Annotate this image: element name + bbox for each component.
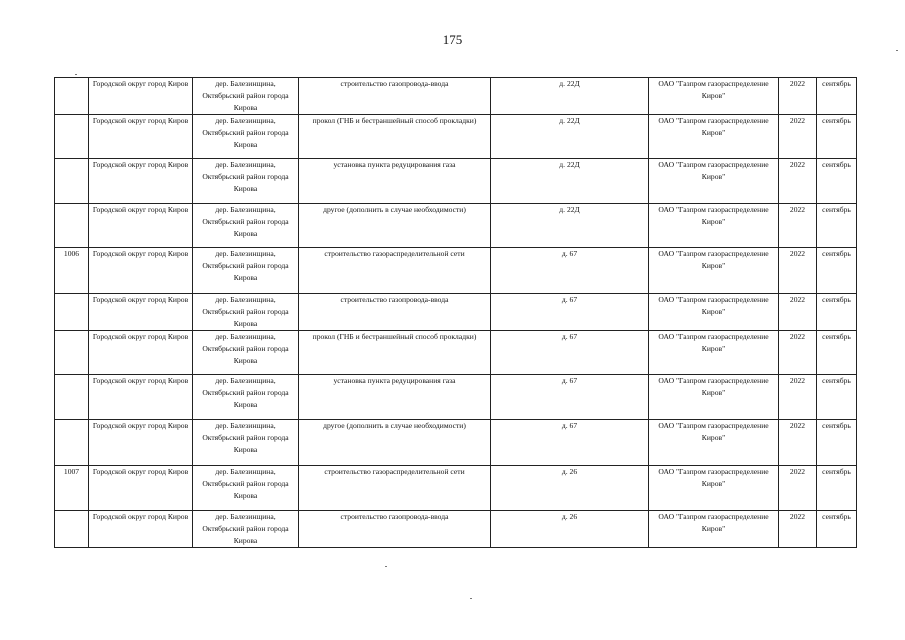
work-type-cell: строительство газораспределительной сети [299,466,491,511]
year-cell: 2022 [779,375,817,420]
house-number-cell: д. 22Д [491,78,649,115]
gasification-table [54,77,857,548]
month-cell: сентябрь [817,331,857,375]
table-row [55,375,857,420]
okrug-cell: Городской округ город Киров [89,420,193,466]
house-number-cell: д. 67 [491,420,649,466]
table-row [55,420,857,466]
okrug-cell: Городской округ город Киров [89,294,193,331]
row-number [55,375,89,420]
month-cell: сентябрь [817,466,857,511]
okrug-cell: Городской округ город Киров [89,375,193,420]
year-cell: 2022 [779,294,817,331]
locality-cell: дер. Балезинщина, Октябрьский район города Кирова [193,294,299,331]
work-type-cell: прокол (ГНБ и бестраншейный способ прокладки) [299,331,491,375]
month-cell: сентябрь [817,420,857,466]
okrug-cell: Городской округ город Киров [89,78,193,115]
table-row [55,78,857,115]
month-cell: сентябрь [817,294,857,331]
okrug-cell: Городской округ город Киров [89,466,193,511]
year-cell: 2022 [779,248,817,294]
row-number [55,159,89,204]
organization-cell: ОАО "Газпром газораспределение Киров" [649,294,779,331]
house-number-cell: д. 22Д [491,115,649,159]
row-number [55,294,89,331]
table-row [55,204,857,248]
organization-cell: ОАО "Газпром газораспределение Киров" [649,248,779,294]
table-row [55,466,857,511]
locality-cell: дер. Балезинщина, Октябрьский район города Кирова [193,420,299,466]
month-cell: сентябрь [817,159,857,204]
row-number: 1007 [55,466,89,511]
month-cell: сентябрь [817,511,857,548]
year-cell: 2022 [779,420,817,466]
organization-cell: ОАО "Газпром газораспределение Киров" [649,204,779,248]
year-cell: 2022 [779,204,817,248]
year-cell: 2022 [779,159,817,204]
work-type-cell: другое (дополнить в случае необходимости) [299,204,491,248]
work-type-cell: строительство газопровода-ввода [299,294,491,331]
organization-cell: ОАО "Газпром газораспределение Киров" [649,375,779,420]
organization-cell: ОАО "Газпром газораспределение Киров" [649,78,779,115]
locality-cell: дер. Балезинщина, Октябрьский район города Кирова [193,511,299,548]
okrug-cell: Городской округ город Киров [89,331,193,375]
work-type-cell: строительство газопровода-ввода [299,511,491,548]
table-row [55,294,857,331]
scan-speck [470,598,472,599]
house-number-cell: д. 26 [491,466,649,511]
organization-cell: ОАО "Газпром газораспределение Киров" [649,511,779,548]
locality-cell: дер. Балезинщина, Октябрьский район города Кирова [193,78,299,115]
year-cell: 2022 [779,331,817,375]
okrug-cell: Городской округ город Киров [89,248,193,294]
month-cell: сентябрь [817,375,857,420]
locality-cell: дер. Балезинщина, Октябрьский район города Кирова [193,331,299,375]
month-cell: сентябрь [817,248,857,294]
month-cell: сентябрь [817,204,857,248]
locality-cell: дер. Балезинщина, Октябрьский район города Кирова [193,466,299,511]
okrug-cell: Городской округ город Киров [89,115,193,159]
house-number-cell: д. 67 [491,331,649,375]
organization-cell: ОАО "Газпром газораспределение Киров" [649,159,779,204]
work-type-cell: строительство газопровода-ввода [299,78,491,115]
year-cell: 2022 [779,511,817,548]
table-row [55,511,857,548]
scan-speck [75,74,77,75]
work-type-cell: установка пункта редуцирования газа [299,375,491,420]
house-number-cell: д. 26 [491,511,649,548]
work-type-cell: установка пункта редуцирования газа [299,159,491,204]
row-number [55,331,89,375]
house-number-cell: д. 22Д [491,204,649,248]
locality-cell: дер. Балезинщина, Октябрьский район города Кирова [193,248,299,294]
house-number-cell: д. 22Д [491,159,649,204]
row-number [55,511,89,548]
locality-cell: дер. Балезинщина, Октябрьский район города Кирова [193,159,299,204]
house-number-cell: д. 67 [491,248,649,294]
work-type-cell: другое (дополнить в случае необходимости) [299,420,491,466]
year-cell: 2022 [779,466,817,511]
month-cell: сентябрь [817,78,857,115]
row-number [55,420,89,466]
table-row [55,331,857,375]
okrug-cell: Городской округ город Киров [89,159,193,204]
locality-cell: дер. Балезинщина, Октябрьский район города Кирова [193,115,299,159]
row-number [55,204,89,248]
organization-cell: ОАО "Газпром газораспределение Киров" [649,331,779,375]
okrug-cell: Городской округ город Киров [89,204,193,248]
house-number-cell: д. 67 [491,294,649,331]
organization-cell: ОАО "Газпром газораспределение Киров" [649,115,779,159]
locality-cell: дер. Балезинщина, Октябрьский район города Кирова [193,204,299,248]
house-number-cell: д. 67 [491,375,649,420]
organization-cell: ОАО "Газпром газораспределение Киров" [649,420,779,466]
locality-cell: дер. Балезинщина, Октябрьский район города Кирова [193,375,299,420]
page-number: 175 [442,32,463,47]
work-type-cell: строительство газораспределительной сети [299,248,491,294]
table-row [55,159,857,204]
table-row [55,115,857,159]
organization-cell: ОАО "Газпром газораспределение Киров" [649,466,779,511]
scan-speck [896,50,898,51]
row-number [55,78,89,115]
month-cell: сентябрь [817,115,857,159]
table-row [55,248,857,294]
year-cell: 2022 [779,78,817,115]
year-cell: 2022 [779,115,817,159]
okrug-cell: Городской округ город Киров [89,511,193,548]
scan-speck [385,566,387,567]
row-number [55,115,89,159]
work-type-cell: прокол (ГНБ и бестраншейный способ прокладки) [299,115,491,159]
row-number: 1006 [55,248,89,294]
